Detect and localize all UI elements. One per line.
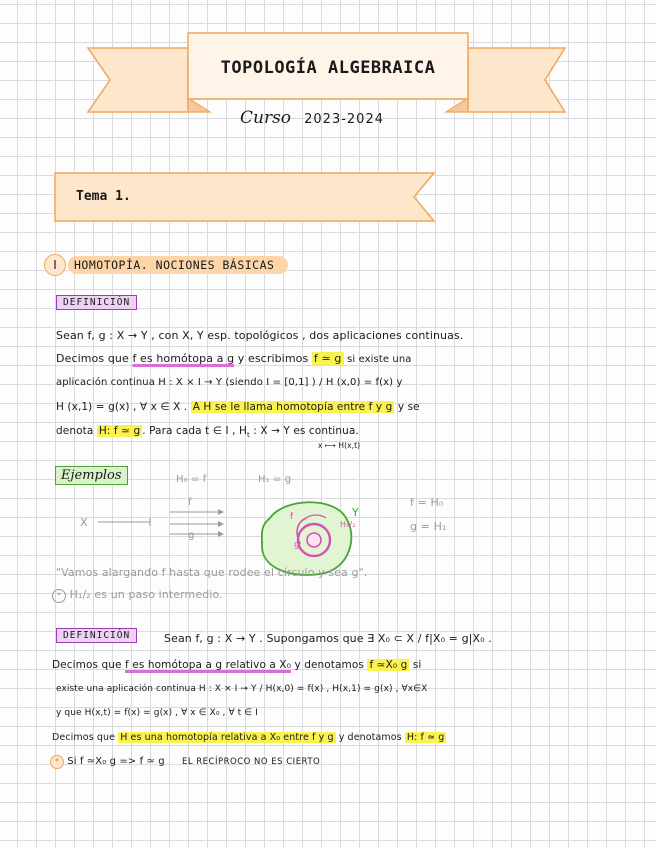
def2-homotopa-rel: f es homótopa a g relativo a X₀ (125, 659, 291, 671)
def2-line4: y que H(x,t) = f(x) = g(x) , ∀ x ∈ X₀ , ∀ t ∈ I (56, 708, 258, 718)
def2-line5 (52, 732, 446, 743)
def1-escribimos: y escribimos (237, 352, 309, 365)
ejemplo-note (52, 588, 223, 603)
tema-label: Tema 1. (76, 189, 131, 204)
ejemplo-g-eq: g = H₁ (410, 520, 447, 533)
def1-map-under: x ⟼ H(x,t) (318, 441, 361, 450)
def1-line4 (56, 401, 420, 413)
ejemplo-f-eq: f = H₀ (410, 496, 444, 509)
page-title: TOPOLOGÍA ALGEBRAICA (220, 58, 436, 78)
diagram-g: g (294, 540, 300, 550)
def2-line2 (52, 659, 421, 671)
def1-line3: aplicación continua H : X × I → Y (siendo I = [0,1] ) / H (x,0) = f(x) y (56, 377, 403, 388)
def2-line6 (50, 755, 320, 769)
def2-reciproco: EL RECÍPROCO NO ES CIERTO (181, 757, 321, 767)
ejemplo-quote: "Vamos alargando f hasta que rodee el círculo y sea g". (56, 566, 368, 579)
def1-line5 (56, 425, 359, 439)
def1-line1: Sean f, g : X → Y , con X, Y esp. topológicos , dos aplicaciones continuas. (56, 329, 464, 342)
definition-badge-1: DEFINICIÓN (56, 295, 137, 310)
ejemplos-badge: Ejemplos (55, 466, 128, 485)
def2-h-notation: H: f ≃ g (406, 732, 445, 743)
def2-homotopia-rel: H es una homotopía relativa a X₀ entre f y g (120, 732, 334, 743)
course-years (240, 108, 384, 128)
def1-homotopa: f es homótopa a g (132, 352, 235, 365)
def1-continua: : X → Y es continua. (249, 425, 359, 437)
def1-line4-text: H (x,1) = g(x) , ∀ x ∈ X . (56, 401, 188, 413)
def2-denotamos: y denotamos (294, 659, 364, 671)
curso-years: 2023-2024 (304, 112, 384, 127)
def1-si-existe: si existe una (347, 354, 412, 365)
def1-denota: denota (56, 425, 94, 437)
ejemplo-g: g (188, 530, 195, 541)
def2-decimos: Decimos que (52, 659, 122, 671)
def1-h-notation: H: f ≃ g (98, 425, 141, 437)
def1-line2 (56, 352, 412, 365)
def2-line1: Sean f, g : X → Y . Supongamos que ∃ X₀ ⊂ X / f|X₀ = g|X₀ . (164, 632, 492, 645)
def2-si: si (412, 659, 422, 671)
ejemplo-f: f (188, 497, 192, 508)
def1-sub-t: t (246, 431, 250, 440)
section-heading (44, 254, 288, 276)
section-title: HOMOTOPÍA. NOCIONES BÁSICAS (68, 256, 288, 274)
def1-homotopia-def: A H se le llama homotopía entre f y g (192, 401, 393, 413)
ejemplo-h1: H₁ = g (258, 474, 292, 485)
section-number: I (44, 254, 66, 276)
diagram-y: Y (352, 506, 359, 519)
def2-denotamos-2: y denotamos (338, 732, 402, 743)
def2-marker: * (50, 755, 64, 769)
ejemplo-h0: H₀ = f (176, 474, 207, 485)
def1-line2-text: Decimos que (56, 352, 129, 365)
ejemplo-x: X (80, 516, 88, 529)
def1-y-se: y se (397, 401, 420, 413)
def1-notation: f ≃ g (313, 352, 342, 365)
definition-badge-2: DEFINICIÓN (56, 628, 137, 643)
diagram-h-half: H₁/₂ (340, 520, 356, 529)
def2-decimos-2: Decimos que (52, 732, 116, 743)
def2-line3: existe una aplicación continua H : X × I → Y / H(x,0) = f(x) , H(x,1) = g(x) , ∀x∈X (56, 684, 428, 694)
def2-notation: f ≃X₀ g (369, 659, 408, 671)
diagram-f: f (290, 512, 294, 522)
def2-implication: Si f ≃X₀ g => f ≃ g (67, 756, 165, 767)
note-text: H₁/₂ es un paso intermedio. (69, 588, 223, 601)
curso-label: Curso (240, 108, 292, 128)
note-marker: * (52, 589, 66, 603)
def1-para-cada: . Para cada t ∈ I , H (142, 425, 247, 437)
